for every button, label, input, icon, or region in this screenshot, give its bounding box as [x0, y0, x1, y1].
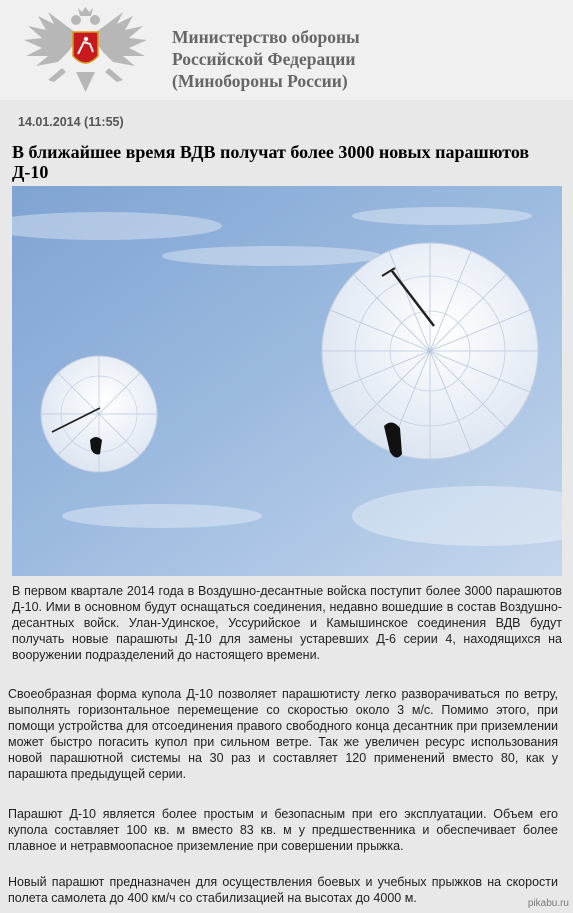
article-paragraph: В первом квартале 2014 года в Воздушно-десантные войска поступит более 3000 парашютов Д-10. Ими в основном будут оснащаться соединения, недавно вошедшие в состав Воздушно-десантных войск. Улан-Удинское, Уссурийское и Камышинское соединения ВДВ будут получать новые парашюты Д-10 для замены устаревших Д-6 серии 4, находящихся на вооружении подразделений до настоящего времени. [12, 584, 562, 662]
article-date: 14.01.2014 (11:55) [18, 115, 124, 129]
small-parachute [41, 356, 157, 472]
ministry-name-line-1: Министерство обороны [172, 27, 360, 47]
ministry-name-line-2: Российской Федерации [172, 49, 356, 69]
page-header [0, 0, 573, 100]
ministry-name-line-3: (Минобороны России) [172, 71, 348, 91]
watermark: pikabu.ru [527, 898, 569, 909]
double-headed-eagle-emblem-icon [18, 6, 153, 96]
article-paragraph: Парашют Д-10 является более простым и безопасным при его эксплуатации. Объем его купола составляет 100 кв. м вместо 83 кв. м у предшественника и обеспечивает более плавное и нетравмоопасное приземление при совершении прыжка. [8, 807, 558, 853]
article-paragraph: Своеобразная форма купола Д-10 позволяет парашютисту легко разворачиваться по ветру, выполнять горизонтальное перемещение со скоростью около 3 м/с. Помимо этого, при помощи устройства для отсоединения правого свободного конца десантник при приземлении может быстро погасить купол при сильном ветре. Так же увеличен ресурс использования новой парашютной системы на 30 раз и составляет 120 применений вместо 80, как у парашюта предыдущей серии. [8, 687, 558, 781]
parachutes-photo [12, 186, 562, 576]
article-title: В ближайшее время ВДВ получат более 3000 новых парашютов Д-10 [12, 142, 530, 182]
article [0, 100, 573, 913]
article-paragraph: Новый парашют предназначен для осуществления боевых и учебных прыжков на скорости полета самолета до 400 км/ч со стабилизацией на высотах до 4000 м. [8, 875, 558, 905]
large-parachute [322, 243, 538, 459]
ministry-name [172, 26, 360, 92]
